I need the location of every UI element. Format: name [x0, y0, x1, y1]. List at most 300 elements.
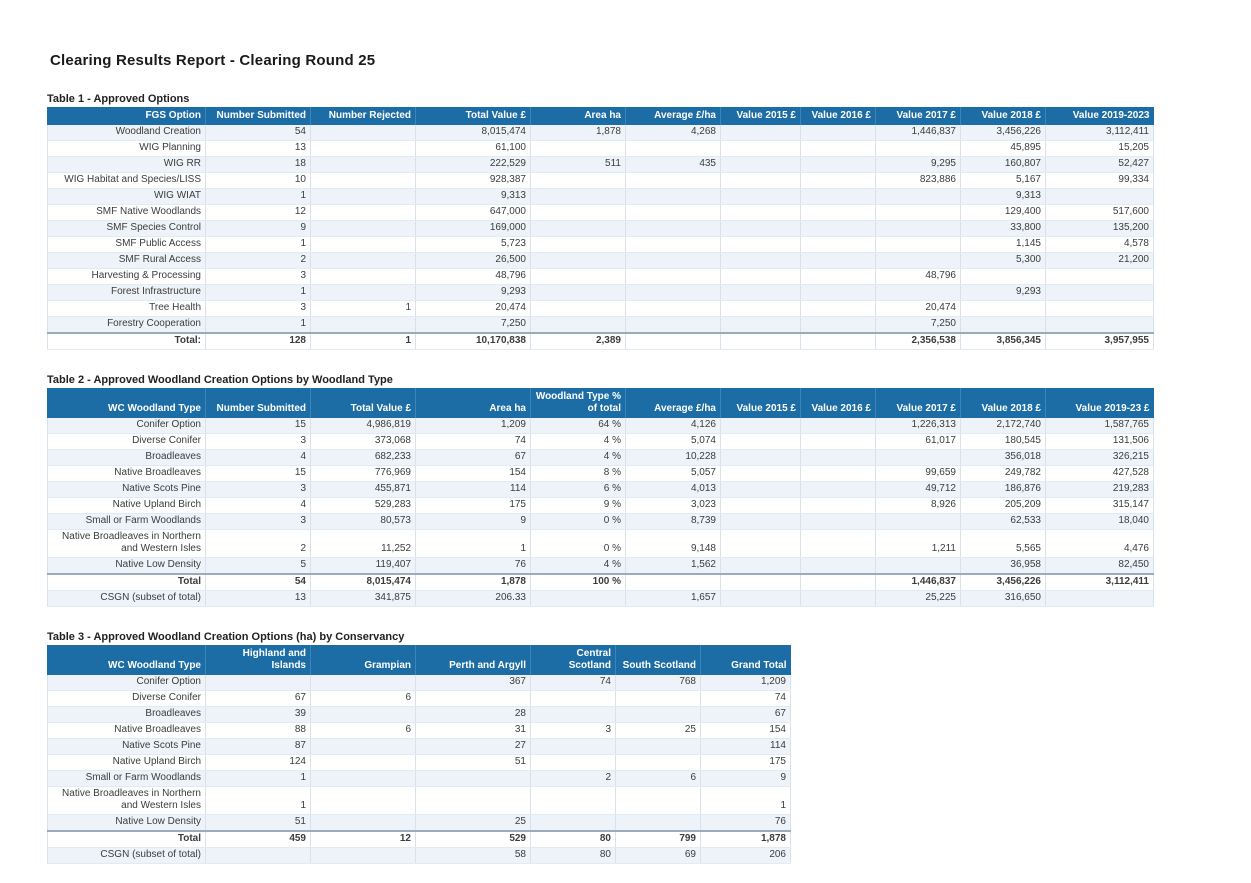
cell-value: 175	[701, 755, 791, 771]
cell-value: 3,856,345	[961, 333, 1046, 350]
table-row	[48, 253, 1154, 269]
cell-value	[311, 141, 416, 157]
cell-value: 529,283	[311, 498, 416, 514]
table-row	[48, 815, 791, 832]
cell-value: 12	[206, 205, 311, 221]
row-label: SMF Rural Access	[48, 253, 206, 269]
cell-value: 3,957,955	[1046, 333, 1154, 350]
cell-value: 427,528	[1046, 466, 1154, 482]
cell-value: 69	[616, 848, 701, 864]
cell-value	[531, 221, 626, 237]
cell-value	[311, 173, 416, 189]
cell-value: 7,250	[416, 317, 531, 334]
cell-value: 647,000	[416, 205, 531, 221]
table2-caption: Table 2 - Approved Woodland Creation Options by Woodland Type	[47, 374, 393, 386]
cell-value	[626, 317, 721, 334]
cell-value	[961, 317, 1046, 334]
cell-value	[531, 205, 626, 221]
cell-value	[876, 237, 961, 253]
cell-value	[876, 558, 961, 575]
cell-value	[531, 237, 626, 253]
cell-value	[311, 253, 416, 269]
cell-value: 776,969	[311, 466, 416, 482]
column-header: Value 2016 £	[801, 107, 876, 125]
column-header: Value 2015 £	[721, 388, 801, 418]
table3-caption: Table 3 - Approved Woodland Creation Options (ha) by Conservancy	[47, 631, 405, 643]
cell-value	[801, 285, 876, 301]
cell-value	[531, 739, 616, 755]
column-header: WC Woodland Type	[48, 388, 206, 418]
cell-value: 3	[206, 269, 311, 285]
cell-value	[801, 591, 876, 607]
cell-value: 1,209	[701, 675, 791, 691]
column-header: Grand Total	[701, 645, 791, 675]
cell-value	[721, 434, 801, 450]
table-header-row	[48, 107, 1154, 125]
cell-value: 459	[206, 831, 311, 848]
column-header: Value 2017 £	[876, 388, 961, 418]
column-header: Value 2019-23 £	[1046, 388, 1154, 418]
column-header: Number Submitted	[206, 388, 311, 418]
cell-value: 2,172,740	[961, 418, 1046, 434]
row-label: Native Scots Pine	[48, 739, 206, 755]
cell-value: 3,456,226	[961, 125, 1046, 141]
cell-value: 1	[701, 787, 791, 815]
cell-value: 9,293	[416, 285, 531, 301]
row-label: Conifer Option	[48, 675, 206, 691]
cell-value: 511	[531, 157, 626, 173]
cell-value: 2	[206, 530, 311, 558]
cell-value: 6 %	[531, 482, 626, 498]
cell-value: 99,659	[876, 466, 961, 482]
cell-value	[416, 771, 531, 787]
cell-value	[626, 269, 721, 285]
cell-value: 1,878	[416, 574, 531, 591]
cell-value: 2,356,538	[876, 333, 961, 350]
table-row	[48, 498, 1154, 514]
cell-value: 87	[206, 739, 311, 755]
cell-value: 1,209	[416, 418, 531, 434]
cell-value: 4,476	[1046, 530, 1154, 558]
cell-value: 316,650	[961, 591, 1046, 607]
cell-value: 315,147	[1046, 498, 1154, 514]
cell-value	[721, 157, 801, 173]
cell-value: 435	[626, 157, 721, 173]
cell-value: 5	[206, 558, 311, 575]
cell-value: 1	[206, 787, 311, 815]
cell-value: 3,456,226	[961, 574, 1046, 591]
cell-value: 12	[311, 831, 416, 848]
cell-value: 74	[531, 675, 616, 691]
cell-value: 823,886	[876, 173, 961, 189]
cell-value: 100 %	[531, 574, 626, 591]
column-header: Value 2016 £	[801, 388, 876, 418]
row-label: WIG RR	[48, 157, 206, 173]
cell-value: 131,506	[1046, 434, 1154, 450]
row-label: Native Broadleaves	[48, 466, 206, 482]
cell-value	[721, 530, 801, 558]
cell-value: 175	[416, 498, 531, 514]
cell-value: 10,170,838	[416, 333, 531, 350]
row-label: Woodland Creation	[48, 125, 206, 141]
column-header: Area ha	[416, 388, 531, 418]
cell-value: 205,209	[961, 498, 1046, 514]
cell-value	[1046, 301, 1154, 317]
table-row	[48, 530, 1154, 558]
cell-value: 768	[616, 675, 701, 691]
table-header-row	[48, 388, 1154, 418]
cell-value	[1046, 189, 1154, 205]
page-title: Clearing Results Report - Clearing Round 25	[50, 52, 376, 69]
column-header: South Scotland	[616, 645, 701, 675]
cell-value	[1046, 285, 1154, 301]
cell-value: 6	[616, 771, 701, 787]
cell-value	[961, 301, 1046, 317]
table-header-row	[48, 645, 791, 675]
cell-value	[721, 221, 801, 237]
cell-value	[801, 498, 876, 514]
cell-value	[876, 205, 961, 221]
cell-value: 928,387	[416, 173, 531, 189]
cell-value	[801, 450, 876, 466]
cell-value: 206.33	[416, 591, 531, 607]
cell-value: 1	[206, 237, 311, 253]
cell-value: 1,446,837	[876, 574, 961, 591]
cell-value: 76	[416, 558, 531, 575]
cell-value: 119,407	[311, 558, 416, 575]
cell-value	[206, 675, 311, 691]
row-label: CSGN (subset of total)	[48, 591, 206, 607]
cell-value	[311, 707, 416, 723]
cell-value: 36,958	[961, 558, 1046, 575]
cell-value: 13	[206, 591, 311, 607]
cell-value	[721, 333, 801, 350]
row-label: Forest Infrastructure	[48, 285, 206, 301]
cell-value: 4	[206, 498, 311, 514]
approved-options-table	[47, 107, 1154, 350]
cell-value: 4,578	[1046, 237, 1154, 253]
row-label: Tree Health	[48, 301, 206, 317]
column-header: Grampian	[311, 645, 416, 675]
cell-value: 8,739	[626, 514, 721, 530]
cell-value: 67	[701, 707, 791, 723]
column-header: Number Submitted	[206, 107, 311, 125]
cell-value: 1	[206, 189, 311, 205]
cell-value	[876, 514, 961, 530]
cell-value: 67	[416, 450, 531, 466]
row-label: SMF Species Control	[48, 221, 206, 237]
cell-value: 3,112,411	[1046, 574, 1154, 591]
cell-value: 114	[701, 739, 791, 755]
cell-value: 3	[206, 434, 311, 450]
cell-value	[531, 253, 626, 269]
table-row	[48, 707, 791, 723]
cell-value	[311, 125, 416, 141]
table-row	[48, 301, 1154, 317]
cell-value: 4,126	[626, 418, 721, 434]
cell-value	[876, 141, 961, 157]
cell-value	[801, 237, 876, 253]
cell-value	[721, 317, 801, 334]
column-header: Highland and Islands	[206, 645, 311, 675]
cell-value: 74	[701, 691, 791, 707]
cell-value	[311, 269, 416, 285]
cell-value	[721, 285, 801, 301]
cell-value: 4 %	[531, 434, 626, 450]
cell-value	[311, 675, 416, 691]
cell-value: 6	[311, 723, 416, 739]
row-label: CSGN (subset of total)	[48, 848, 206, 864]
cell-value	[311, 205, 416, 221]
cell-value	[721, 482, 801, 498]
row-label: Native Broadleaves in Northern and Western Isles	[48, 530, 206, 558]
cell-value	[531, 755, 616, 771]
row-label: WIG WIAT	[48, 189, 206, 205]
column-header: Area ha	[531, 107, 626, 125]
cell-value: 1	[311, 301, 416, 317]
cell-value	[801, 189, 876, 205]
cell-value	[531, 301, 626, 317]
cell-value: 4 %	[531, 558, 626, 575]
column-header: Central Scotland	[531, 645, 616, 675]
cell-value: 1,211	[876, 530, 961, 558]
cell-value: 3,023	[626, 498, 721, 514]
cell-value: 124	[206, 755, 311, 771]
cell-value: 99,334	[1046, 173, 1154, 189]
cell-value: 3	[206, 482, 311, 498]
cell-value: 64 %	[531, 418, 626, 434]
row-label: Total	[48, 574, 206, 591]
table-row	[48, 450, 1154, 466]
row-label: SMF Public Access	[48, 237, 206, 253]
cell-value: 20,474	[416, 301, 531, 317]
subset-row	[48, 591, 1154, 607]
row-label: Small or Farm Woodlands	[48, 514, 206, 530]
row-label: Total:	[48, 333, 206, 350]
row-label: Native Upland Birch	[48, 498, 206, 514]
row-label: Native Scots Pine	[48, 482, 206, 498]
cell-value	[531, 189, 626, 205]
table-row	[48, 755, 791, 771]
cell-value	[721, 205, 801, 221]
table-row	[48, 434, 1154, 450]
cell-value: 61,017	[876, 434, 961, 450]
cell-value	[626, 221, 721, 237]
cell-value	[1046, 269, 1154, 285]
cell-value	[801, 466, 876, 482]
cell-value	[616, 707, 701, 723]
table-row	[48, 221, 1154, 237]
cell-value: 2,389	[531, 333, 626, 350]
cell-value	[801, 173, 876, 189]
cell-value	[531, 691, 616, 707]
cell-value	[801, 269, 876, 285]
cell-value	[721, 141, 801, 157]
subset-row	[48, 848, 791, 864]
cell-value: 4,013	[626, 482, 721, 498]
table-row	[48, 157, 1154, 173]
row-label: Diverse Conifer	[48, 434, 206, 450]
cell-value	[876, 253, 961, 269]
cell-value	[616, 787, 701, 815]
row-label: WIG Planning	[48, 141, 206, 157]
cell-value	[531, 787, 616, 815]
cell-value: 31	[416, 723, 531, 739]
column-header: WC Woodland Type	[48, 645, 206, 675]
cell-value: 0 %	[531, 530, 626, 558]
cell-value: 80	[531, 831, 616, 848]
cell-value: 82,450	[1046, 558, 1154, 575]
cell-value: 4	[206, 450, 311, 466]
cell-value: 88	[206, 723, 311, 739]
cell-value	[531, 317, 626, 334]
column-header: Average £/ha	[626, 388, 721, 418]
cell-value	[801, 434, 876, 450]
table-row	[48, 691, 791, 707]
cell-value: 13	[206, 141, 311, 157]
table3-section	[47, 631, 1251, 864]
row-label: Total	[48, 831, 206, 848]
cell-value: 9,293	[961, 285, 1046, 301]
row-label: Forestry Cooperation	[48, 317, 206, 334]
cell-value	[626, 173, 721, 189]
table1-caption: Table 1 - Approved Options	[47, 93, 190, 105]
cell-value: 3,112,411	[1046, 125, 1154, 141]
cell-value	[801, 482, 876, 498]
cell-value: 48,796	[876, 269, 961, 285]
cell-value: 8,926	[876, 498, 961, 514]
cell-value	[626, 189, 721, 205]
cell-value: 3	[531, 723, 616, 739]
cell-value	[531, 173, 626, 189]
cell-value	[311, 815, 416, 832]
cell-value: 206	[701, 848, 791, 864]
row-label: Broadleaves	[48, 707, 206, 723]
table-row	[48, 189, 1154, 205]
cell-value: 2	[531, 771, 616, 787]
table-row	[48, 418, 1154, 434]
cell-value: 186,876	[961, 482, 1046, 498]
cell-value: 1,446,837	[876, 125, 961, 141]
cell-value	[626, 237, 721, 253]
table-row	[48, 723, 791, 739]
column-header: Number Rejected	[311, 107, 416, 125]
cell-value: 11,252	[311, 530, 416, 558]
cell-value: 1	[206, 771, 311, 787]
cell-value: 1,657	[626, 591, 721, 607]
cell-value	[801, 558, 876, 575]
cell-value	[721, 591, 801, 607]
row-label: Diverse Conifer	[48, 691, 206, 707]
cell-value: 326,215	[1046, 450, 1154, 466]
cell-value: 799	[616, 831, 701, 848]
cell-value: 52,427	[1046, 157, 1154, 173]
table-row	[48, 269, 1154, 285]
cell-value: 373,068	[311, 434, 416, 450]
cell-value	[531, 141, 626, 157]
cell-value	[876, 450, 961, 466]
table-row	[48, 675, 791, 691]
cell-value	[876, 189, 961, 205]
cell-value: 49,712	[876, 482, 961, 498]
row-label: Native Low Density	[48, 815, 206, 832]
cell-value: 249,782	[961, 466, 1046, 482]
cell-value	[311, 739, 416, 755]
table-row	[48, 739, 791, 755]
column-header: Value 2015 £	[721, 107, 801, 125]
cell-value: 129,400	[961, 205, 1046, 221]
row-label: Broadleaves	[48, 450, 206, 466]
cell-value	[311, 285, 416, 301]
cell-value: 9	[206, 221, 311, 237]
cell-value: 9 %	[531, 498, 626, 514]
cell-value: 67	[206, 691, 311, 707]
cell-value	[311, 848, 416, 864]
table-row	[48, 466, 1154, 482]
cell-value: 10	[206, 173, 311, 189]
cell-value	[1046, 591, 1154, 607]
cell-value: 25	[416, 815, 531, 832]
cell-value: 1	[206, 285, 311, 301]
column-header: Value 2018 £	[961, 388, 1046, 418]
column-header: Average £/ha	[626, 107, 721, 125]
cell-value	[416, 787, 531, 815]
cell-value	[626, 205, 721, 221]
cell-value: 9,313	[416, 189, 531, 205]
table-row	[48, 141, 1154, 157]
cell-value: 154	[416, 466, 531, 482]
cell-value	[531, 269, 626, 285]
cell-value: 1,878	[701, 831, 791, 848]
cell-value: 5,167	[961, 173, 1046, 189]
cell-value: 80,573	[311, 514, 416, 530]
row-label: Native Low Density	[48, 558, 206, 575]
cell-value: 20,474	[876, 301, 961, 317]
table-row	[48, 237, 1154, 253]
cell-value	[721, 466, 801, 482]
cell-value	[531, 591, 626, 607]
cell-value: 54	[206, 125, 311, 141]
cell-value: 5,300	[961, 253, 1046, 269]
cell-value	[531, 815, 616, 832]
cell-value	[801, 221, 876, 237]
cell-value: 367	[416, 675, 531, 691]
table-row	[48, 317, 1154, 334]
table-row	[48, 125, 1154, 141]
cell-value: 25,225	[876, 591, 961, 607]
cell-value: 45,895	[961, 141, 1046, 157]
cell-value: 9,148	[626, 530, 721, 558]
cell-value	[206, 848, 311, 864]
cell-value: 9	[416, 514, 531, 530]
cell-value	[801, 157, 876, 173]
cell-value: 76	[701, 815, 791, 832]
column-header: Total Value £	[311, 388, 416, 418]
table-row	[48, 205, 1154, 221]
column-header: Value 2019-2023	[1046, 107, 1154, 125]
cell-value	[801, 333, 876, 350]
cell-value	[626, 333, 721, 350]
cell-value	[1046, 317, 1154, 334]
table-row	[48, 558, 1154, 575]
cell-value: 15	[206, 418, 311, 434]
cell-value: 28	[416, 707, 531, 723]
cell-value: 128	[206, 333, 311, 350]
cell-value: 2	[206, 253, 311, 269]
cell-value	[616, 755, 701, 771]
table-row	[48, 787, 791, 815]
cell-value: 169,000	[416, 221, 531, 237]
